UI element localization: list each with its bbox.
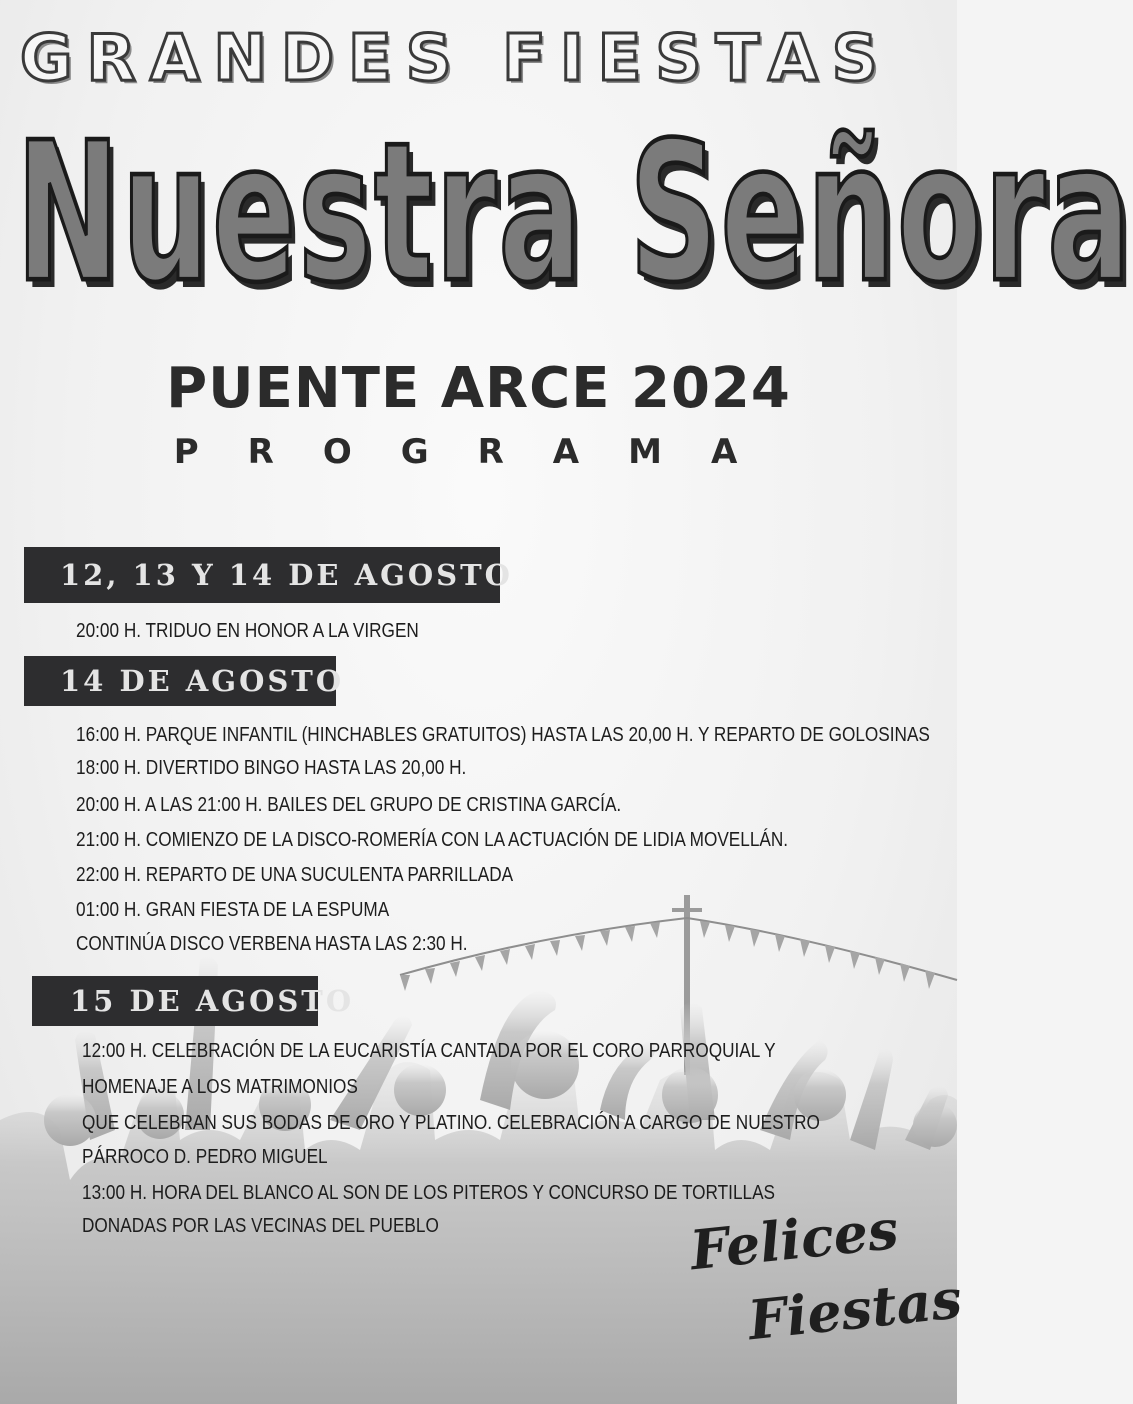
date-banner: 15 DE AGOSTO [32,976,318,1026]
program-line: PÁRROCO D. PEDRO MIGUEL [82,1146,328,1168]
program-line: 01:00 H. GRAN FIESTA DE LA ESPUMA [76,899,390,921]
date-banner: 14 DE AGOSTO [24,656,336,706]
event-title-grandes-fiestas: GRANDES FIESTAS [20,22,892,96]
program-line: 20:00 H. A LAS 21:00 H. BAILES DEL GRUPO DE CRISTINA GARCÍA. [76,794,622,816]
program-line: 16:00 H. PARQUE INFANTIL (HINCHABLES GRATUITOS) HASTA LAS 20,00 H. Y REPARTO DE GOLOSINAS [76,724,930,746]
greeting-felices: Felices [687,1196,902,1283]
program-line: CONTINÚA DISCO VERBENA HASTA LAS 2:30 H. [76,933,468,955]
event-location-year: PUENTE ARCE 2024 [166,356,791,421]
event-title-nuestra-senora: Nuestra Señora [16,102,1133,326]
program-line: 22:00 H. REPARTO DE UNA SUCULENTA PARRILLADA [76,864,514,886]
program-line: QUE CELEBRAN SUS BODAS DE ORO Y PLATINO. CELEBRACIÓN A CARGO DE NUESTRO [82,1112,820,1134]
program-line: 12:00 H. CELEBRACIÓN DE LA EUCARISTÍA CANTADA POR EL CORO PARROQUIAL Y [82,1040,776,1062]
program-line: 20:00 H. TRIDUO EN HONOR A LA VIRGEN [76,620,419,642]
date-banner: 12, 13 Y 14 DE AGOSTO [24,547,500,603]
program-line: HOMENAJE A LOS MATRIMONIOS [82,1076,358,1098]
program-line: 21:00 H. COMIENZO DE LA DISCO-ROMERÍA CON LA ACTUACIÓN DE LIDIA MOVELLÁN. [76,829,789,851]
program-line: 13:00 H. HORA DEL BLANCO AL SON DE LOS PITEROS Y CONCURSO DE TORTILLAS [82,1182,776,1204]
greeting-fiestas: Fiestas [745,1266,965,1353]
program-heading: PROGRAMA [173,432,787,472]
program-line: DONADAS POR LAS VECINAS DEL PUEBLO [82,1215,439,1237]
program-line: 18:00 H. DIVERTIDO BINGO HASTA LAS 20,00 H. [76,757,467,779]
